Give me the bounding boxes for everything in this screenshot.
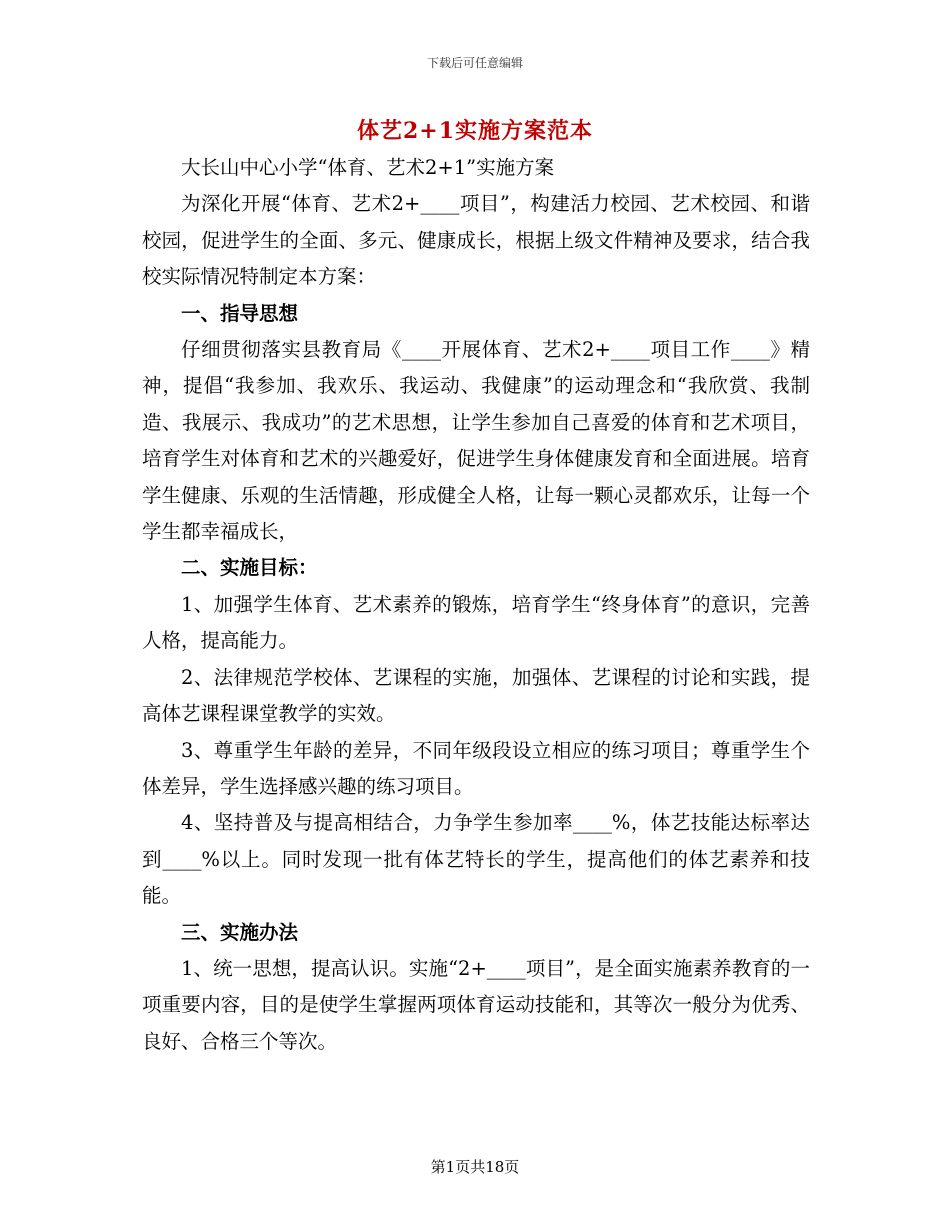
- page-number: 第1页共18页: [430, 1158, 520, 1176]
- paragraph-goal-1: 1、加强学生体育、艺术素养的锻炼，培育学生“终身体育”的意识，完善人格，提高能力。: [142, 592, 810, 653]
- document-body: [142, 150, 810, 1060]
- paragraph-method-1: 1、统一思想，提高认识。实施“2+____项目”，是全面实施素养教育的一项重要内容，目的是使学生掌握两项体育运动技能和，其等次一般分为优秀、良好、合格三个等次。: [142, 956, 810, 1053]
- paragraph-intro: 为深化开展“体育、艺术2+____项目”，构建活力校园、艺术校园、和谐校园，促进学生的全面、多元、健康成长，根据上级文件精神及要求，结合我校实际情况特制定本方案：: [142, 192, 810, 289]
- section-heading-methods: 三、实施办法: [181, 920, 299, 944]
- section-heading-guiding-ideology: 一、指导思想: [181, 301, 299, 325]
- header-note: 下载后可任意编辑: [426, 56, 523, 70]
- paragraph-subtitle: 大长山中心小学“体育、艺术2+1”实施方案: [181, 156, 555, 179]
- section-heading-goals: 二、实施目标：: [181, 556, 318, 580]
- paragraph-goal-3: 3、尊重学生年龄的差异，不同年级段设立相应的练习项目；尊重学生个体差异，学生选择感兴趣的练习项目。: [142, 738, 810, 798]
- paragraph-goal-2: 2、法律规范学校体、艺课程的实施，加强体、艺课程的讨论和实践，提高体艺课程课堂教学的实效。: [142, 665, 810, 726]
- paragraph-goal-4: 4、坚持普及与提高相结合，力争学生参加率____%，体艺技能达标率达到____%以上。同时发现一批有体艺特长的学生，提高他们的体艺素养和技能。: [142, 811, 810, 908]
- paragraph-guiding-ideology: 仔细贯彻落实县教育局《____开展体育、艺术2+____项目工作____》精神，提倡“我参加、我欢乐、我运动、我健康”的运动理念和“我欣赏、我制造、我展示、我成功”的艺术思想，让学生参加自己喜爱的体育和艺术项目，培育学生对体育和艺术的兴趣爱好，促进学生身体健康发育和全面进展。培育学生健康、乐观的生活情趣，形成健全人格，让每一颗心灵都欢乐，让每一个学生都幸福成长，: [142, 338, 810, 544]
- document-title: 体艺2+1实施方案范本: [356, 118, 594, 144]
